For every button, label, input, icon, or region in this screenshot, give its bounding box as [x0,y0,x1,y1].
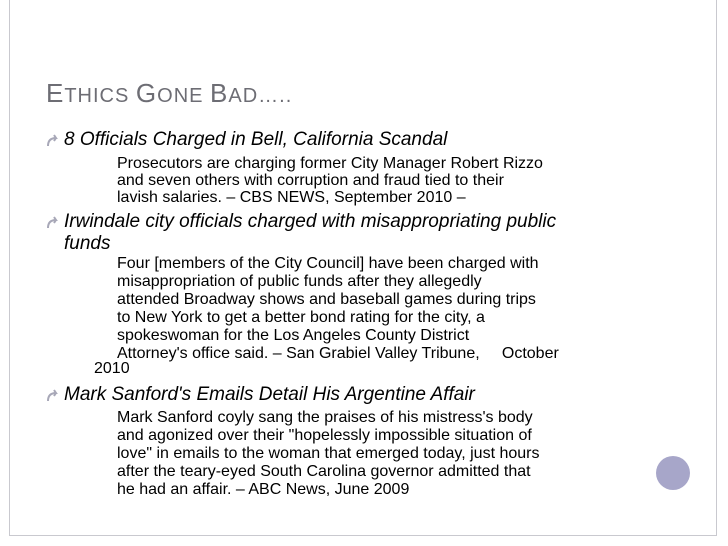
item-body-line: Attorney's office said. – San Grabiel Valley Tribune, October [117,345,559,362]
item-body-line: love" in emails to the woman that emerged today, just hours [117,445,540,462]
item-body-line: Four [members of the City Council] have been charged with [117,255,539,272]
slide-title: ETHICS GONE BAD….. [46,78,293,108]
curved-arrow-bullet-icon [46,216,60,230]
item-body-line: misappropriation of public funds after they allegedly [117,273,482,290]
curved-arrow-bullet-icon [46,389,60,403]
item-heading: Mark Sanford's Emails Detail His Argentine Affair [64,384,475,405]
item-body-line: to New York to get a better bond rating for the city, a [117,309,485,326]
item-heading: 8 Officials Charged in Bell, California Scandal [64,129,448,150]
item-body-line: and seven others with corruption and fraud tied to their [117,172,504,189]
item-body-line: spokeswoman for the Los Angeles County District [117,327,470,344]
item-body-line: Mark Sanford coyly sang the praises of his mistress's body [117,409,533,426]
item-body-line: attended Broadway shows and baseball games during trips [117,291,536,308]
item-body-line: after the teary-eyed South Carolina governor admitted that [117,463,531,480]
item-body-line: and agonized over their "hopelessly impossible situation of [117,427,532,444]
item-body-line: 2010 [94,360,130,377]
item-heading-cont: funds [64,233,111,254]
curved-arrow-bullet-icon [46,134,60,148]
circle-decoration-icon [656,456,690,490]
item-heading: Irwindale city officials charged with misappropriating public [64,211,557,232]
item-body-line: lavish salaries. – CBS NEWS, September 2010 – [117,189,466,206]
item-body-line: Prosecutors are charging former City Manager Robert Rizzo [117,155,543,172]
item-body-line: he had an affair. – ABC News, June 2009 [117,481,410,498]
